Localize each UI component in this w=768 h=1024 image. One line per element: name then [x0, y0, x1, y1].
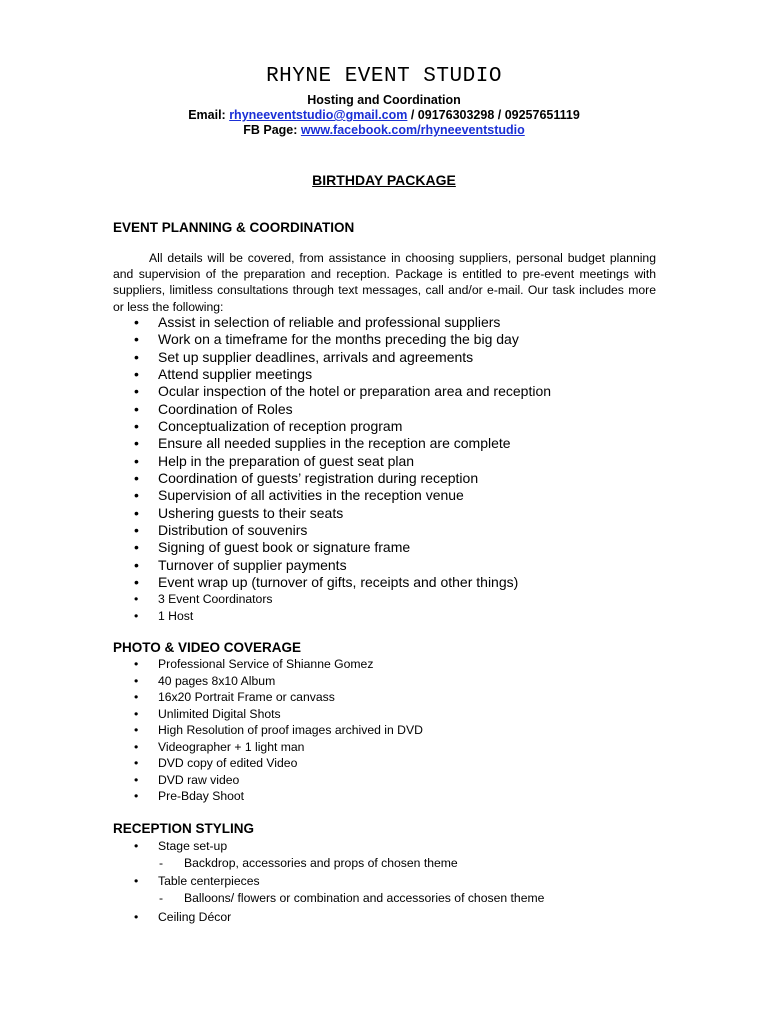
list-item: • Table centerpieces — [134, 874, 260, 888]
studio-name: RHYNE EVENT STUDIO — [266, 65, 502, 88]
list-item: • Ushering guests to their seats — [134, 504, 344, 521]
planning-intro: All details will be covered, from assistance in choosing suppliers, personal budget planning and supervision of the preparation and reception. Package is entitled to pre-event meetings with suppliers, limitless consultations through text messages, call and/or e-mail. Our task includes more or less the following: — [113, 251, 656, 314]
list-item: • Conceptualization of reception program — [134, 418, 403, 435]
list-item: • 1 Host — [134, 608, 194, 623]
list-item: • Stage set-up — [134, 839, 228, 853]
sub-list-item: - Balloons/ flowers or combination and accessories of chosen theme — [159, 890, 545, 905]
facebook-line — [0, 123, 768, 138]
list-item: • Unlimited Digital Shots — [134, 706, 281, 721]
list-item: • Assist in selection of reliable and professional suppliers — [134, 314, 501, 330]
list-item: • Signing of guest book or signature frame — [134, 539, 411, 556]
list-item: • Set up supplier deadlines, arrivals and agreements — [134, 348, 474, 365]
list-item: • 3 Event Coordinators — [134, 592, 273, 606]
list-item: • High Resolution of proof images archived in DVD — [134, 723, 423, 737]
list-item: • Turnover of supplier payments — [134, 556, 347, 573]
list-item: • Supervision of all activities in the reception venue — [134, 487, 464, 504]
planning-task-list — [113, 314, 673, 592]
phone-numbers: / 09176303298 / 09257651119 — [407, 108, 580, 122]
list-item: • Help in the preparation of guest seat plan — [134, 452, 415, 469]
list-item: • DVD raw video — [134, 772, 240, 787]
list-item: • Coordination of guests’ registration during reception — [134, 470, 479, 487]
list-item: • Work on a timeframe for the months preceding the big day — [134, 331, 519, 348]
email-link[interactable]: rhyneeventstudio@gmail.com — [229, 108, 408, 122]
staff-list — [113, 591, 673, 624]
list-item: • Ensure all needed supplies in the reception are complete — [134, 435, 511, 452]
list-item: • 40 pages 8x10 Album — [134, 673, 276, 688]
section-heading-planning: EVENT PLANNING & COORDINATION — [113, 220, 355, 235]
email-label: Email: — [188, 108, 230, 122]
list-item: • Event wrap up (turnover of gifts, receipts and other things) — [134, 574, 519, 591]
sub-list-item: - Backdrop, accessories and props of chosen theme — [159, 855, 458, 870]
contact-email-line — [0, 108, 768, 123]
list-item: • Videographer + 1 light man — [134, 739, 305, 754]
facebook-link[interactable]: www.facebook.com/rhyneeventstudio — [300, 123, 525, 137]
section-heading-styling: RECEPTION STYLING — [113, 821, 255, 836]
section-heading-photo: PHOTO & VIDEO COVERAGE — [113, 640, 302, 655]
list-item: • DVD copy of edited Video — [134, 756, 298, 770]
list-item: • Ocular inspection of the hotel or preparation area and reception — [134, 383, 552, 400]
list-item: • Professional Service of Shianne Gomez — [134, 657, 374, 671]
list-item: • Attend supplier meetings — [134, 366, 313, 383]
photo-video-list — [113, 656, 673, 805]
package-title: BIRTHDAY PACKAGE — [312, 172, 456, 188]
reception-styling-list — [113, 838, 673, 926]
studio-subtitle: Hosting and Coordination — [307, 93, 461, 107]
list-item: • 16x20 Portrait Frame or canvass — [134, 690, 335, 704]
list-item: • Pre-Bday Shoot — [134, 789, 245, 803]
list-item: • Ceiling Décor — [134, 910, 232, 924]
list-item: • Coordination of Roles — [134, 400, 293, 417]
list-item: • Distribution of souvenirs — [134, 522, 308, 539]
fb-label: FB Page: — [243, 123, 301, 137]
